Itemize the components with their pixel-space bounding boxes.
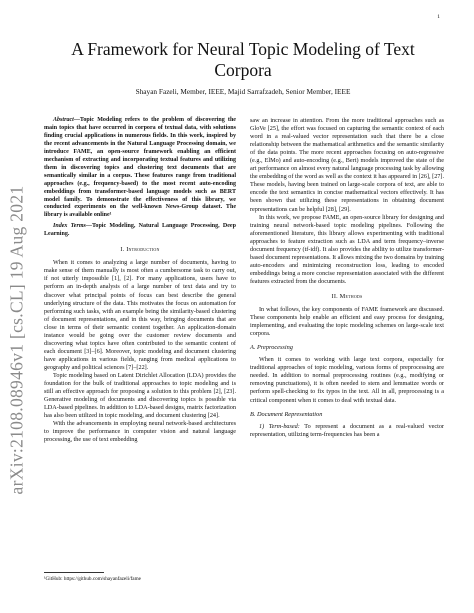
preprocessing-heading: A. Preprocessing bbox=[250, 344, 293, 352]
paper-authors: Shayan Fazeli, Member, IEEE, Majid Sarrafzadeh, Senior Member, IEEE bbox=[135, 87, 351, 96]
preprocessing-paragraph: When it comes to working with large text corpora, especially for traditional approaches of topic modeling, various forms of preprocessing are needed. In addition to normal preprocessing routines (e.g., modifying or removing punctuations), it is often needed to stem and lemmatize words or perform spell-checking to fix typos in the text. All in all, preprocessing is a critical component when it comes to deal with textual data. bbox=[250, 356, 444, 404]
footnote-rule bbox=[44, 572, 104, 573]
right-column bbox=[250, 117, 444, 439]
index-terms-lead: Index Terms bbox=[53, 223, 86, 230]
docrep-paragraph bbox=[250, 423, 444, 439]
methods-paragraph-1: In what follows, the key components of FAME framework are discussed. These components help enable an efficient and easy process for designing, implementing, and evaluating the topic modeling schemes on large-scale text corpora. bbox=[250, 306, 444, 338]
abstract-text: —Topic Modeling refers to the problem of discovering the main topics that have occurred in corpora of textual data, with solutions finding crucial applications in numerous fields. In this work, inspired by the recent advancements in the Natural Language Processing domain, we introduce FAME, an open-source framework enabling an efficient mechanism of extracting and incorporating textual features and utilizing them in discovering topics and clustering text documents that are semantically similar in a corpus. These features range from traditional approaches (e.g., frequency-based) to the most recent auto-encoding embeddings from transformer-based language models such as BERT model family. To demonstrate the effectiveness of this library, we conducted experiments on the well-known News-Group dataset. The library is available online¹ bbox=[44, 117, 236, 219]
document-representation-heading: B. Document Representation bbox=[250, 410, 323, 418]
left-column bbox=[44, 117, 236, 444]
abstract bbox=[44, 117, 236, 220]
arxiv-id: arXiv:2108.08946v1 [cs.CL] 19 Aug 2021 bbox=[6, 185, 27, 495]
introduction-heading: I. Introduction bbox=[120, 246, 160, 254]
methods-heading: II. Methods bbox=[331, 292, 363, 300]
docrep-text: To represent a document as a real-valued vector representation, utilizing term-frequencies has been a bbox=[250, 422, 444, 438]
intro-paragraph-3: With the advancements in employing neural network-based architectures to improve the performance in computer vision and natural language processing, the use of text embedding bbox=[44, 420, 236, 444]
index-terms-text: —Topic Modeling, Natural Language Processing, Deep Learning. bbox=[44, 223, 236, 238]
paper-title: A Framework for Neural Topic Modeling of Text Corpora bbox=[71, 39, 415, 80]
intro-paragraph-2: Topic modeling based on Latent Dirichlet Allocation (LDA) provides the foundation for the bulk of traditional approaches to topic modeling and is still an effective approach for proposing a solution to this problem [2], [23]. Generative modeling of documents and discovering topics is possible via LDA-based pipelines. In addition to LDA-based designs, matrix factorization has also been utilized in topic modeling, and document clustering [24]. bbox=[44, 372, 236, 420]
arxiv-stamp bbox=[4, 130, 30, 550]
index-terms bbox=[44, 223, 236, 239]
intro-paragraph-1: When it comes to analyzing a large number of documents, having to make sense of them manually is most often a cumbersome task to carry out, if not utterly impossible [1], [2]. For many applications, users have to perform an in-depth analysis of a large number of text data and try to discover what principal points of focus can best describe the general underlying structure of the data. This motivates the focus on automation for performing such tasks, with an example being the similarity-based clustering of document representations, and in this way, bringing documents that are close in terms of their semantic content together. An application-domain instance would be going over the customer review documents and discovering what topics have often contributed to the semantic content of each document [3]–[6]. Moreover, topic modeling and document clustering have applications in various fields, ranging from medical applications to geography and political sciences [7]–[22]. bbox=[44, 259, 236, 371]
page-number: 1 bbox=[437, 14, 440, 20]
right-paragraph-2: In this work, we propose FAME, an open-source library for designing and training neural network-based topic modeling pipelines. Following the aforementioned literature, this library allows experimenting with traditional approaches to feature extraction such as LDA and term frequency–inverse document frequency (tf-idf). It also provides the ability to utilize transformer-based document representations. It allows mixing the two domains by training auto-encoders and minimizing reconstruction loss, leading to encoded embeddings being a more concise representation associated with the different features extracted from the documents. bbox=[250, 213, 444, 285]
docrep-lead: 1) Term-based: bbox=[259, 422, 300, 430]
footnote: ¹GitHub: https://github.com/shayanfazeli/fame bbox=[44, 576, 141, 582]
right-paragraph-1: saw an increase in attention. From the more traditional approaches such as GloVe [25], the effort was focused on capturing the semantic context of each word in a real-valued vector representation such that there be a close relationship between the mathematical arithmetics and the semantic similarity of the data points. The more recent approaches focusing on auto-regressive (e.g., ElMo) and auto-encoding (e.g., Bert) models improved the state of the art performance on almost every natural language processing task by allowing the embedding of the word as well as the context it has appeared in [26], [27]. These models, having been trained on large-scale corpora of text, are able to encode the text semantics in concise mathematical vectors effectively. It has been shown that utilizing these representations in obtaining document representations can be helpful [28], [29]. bbox=[250, 117, 444, 213]
abstract-lead: Abstract bbox=[53, 117, 74, 123]
